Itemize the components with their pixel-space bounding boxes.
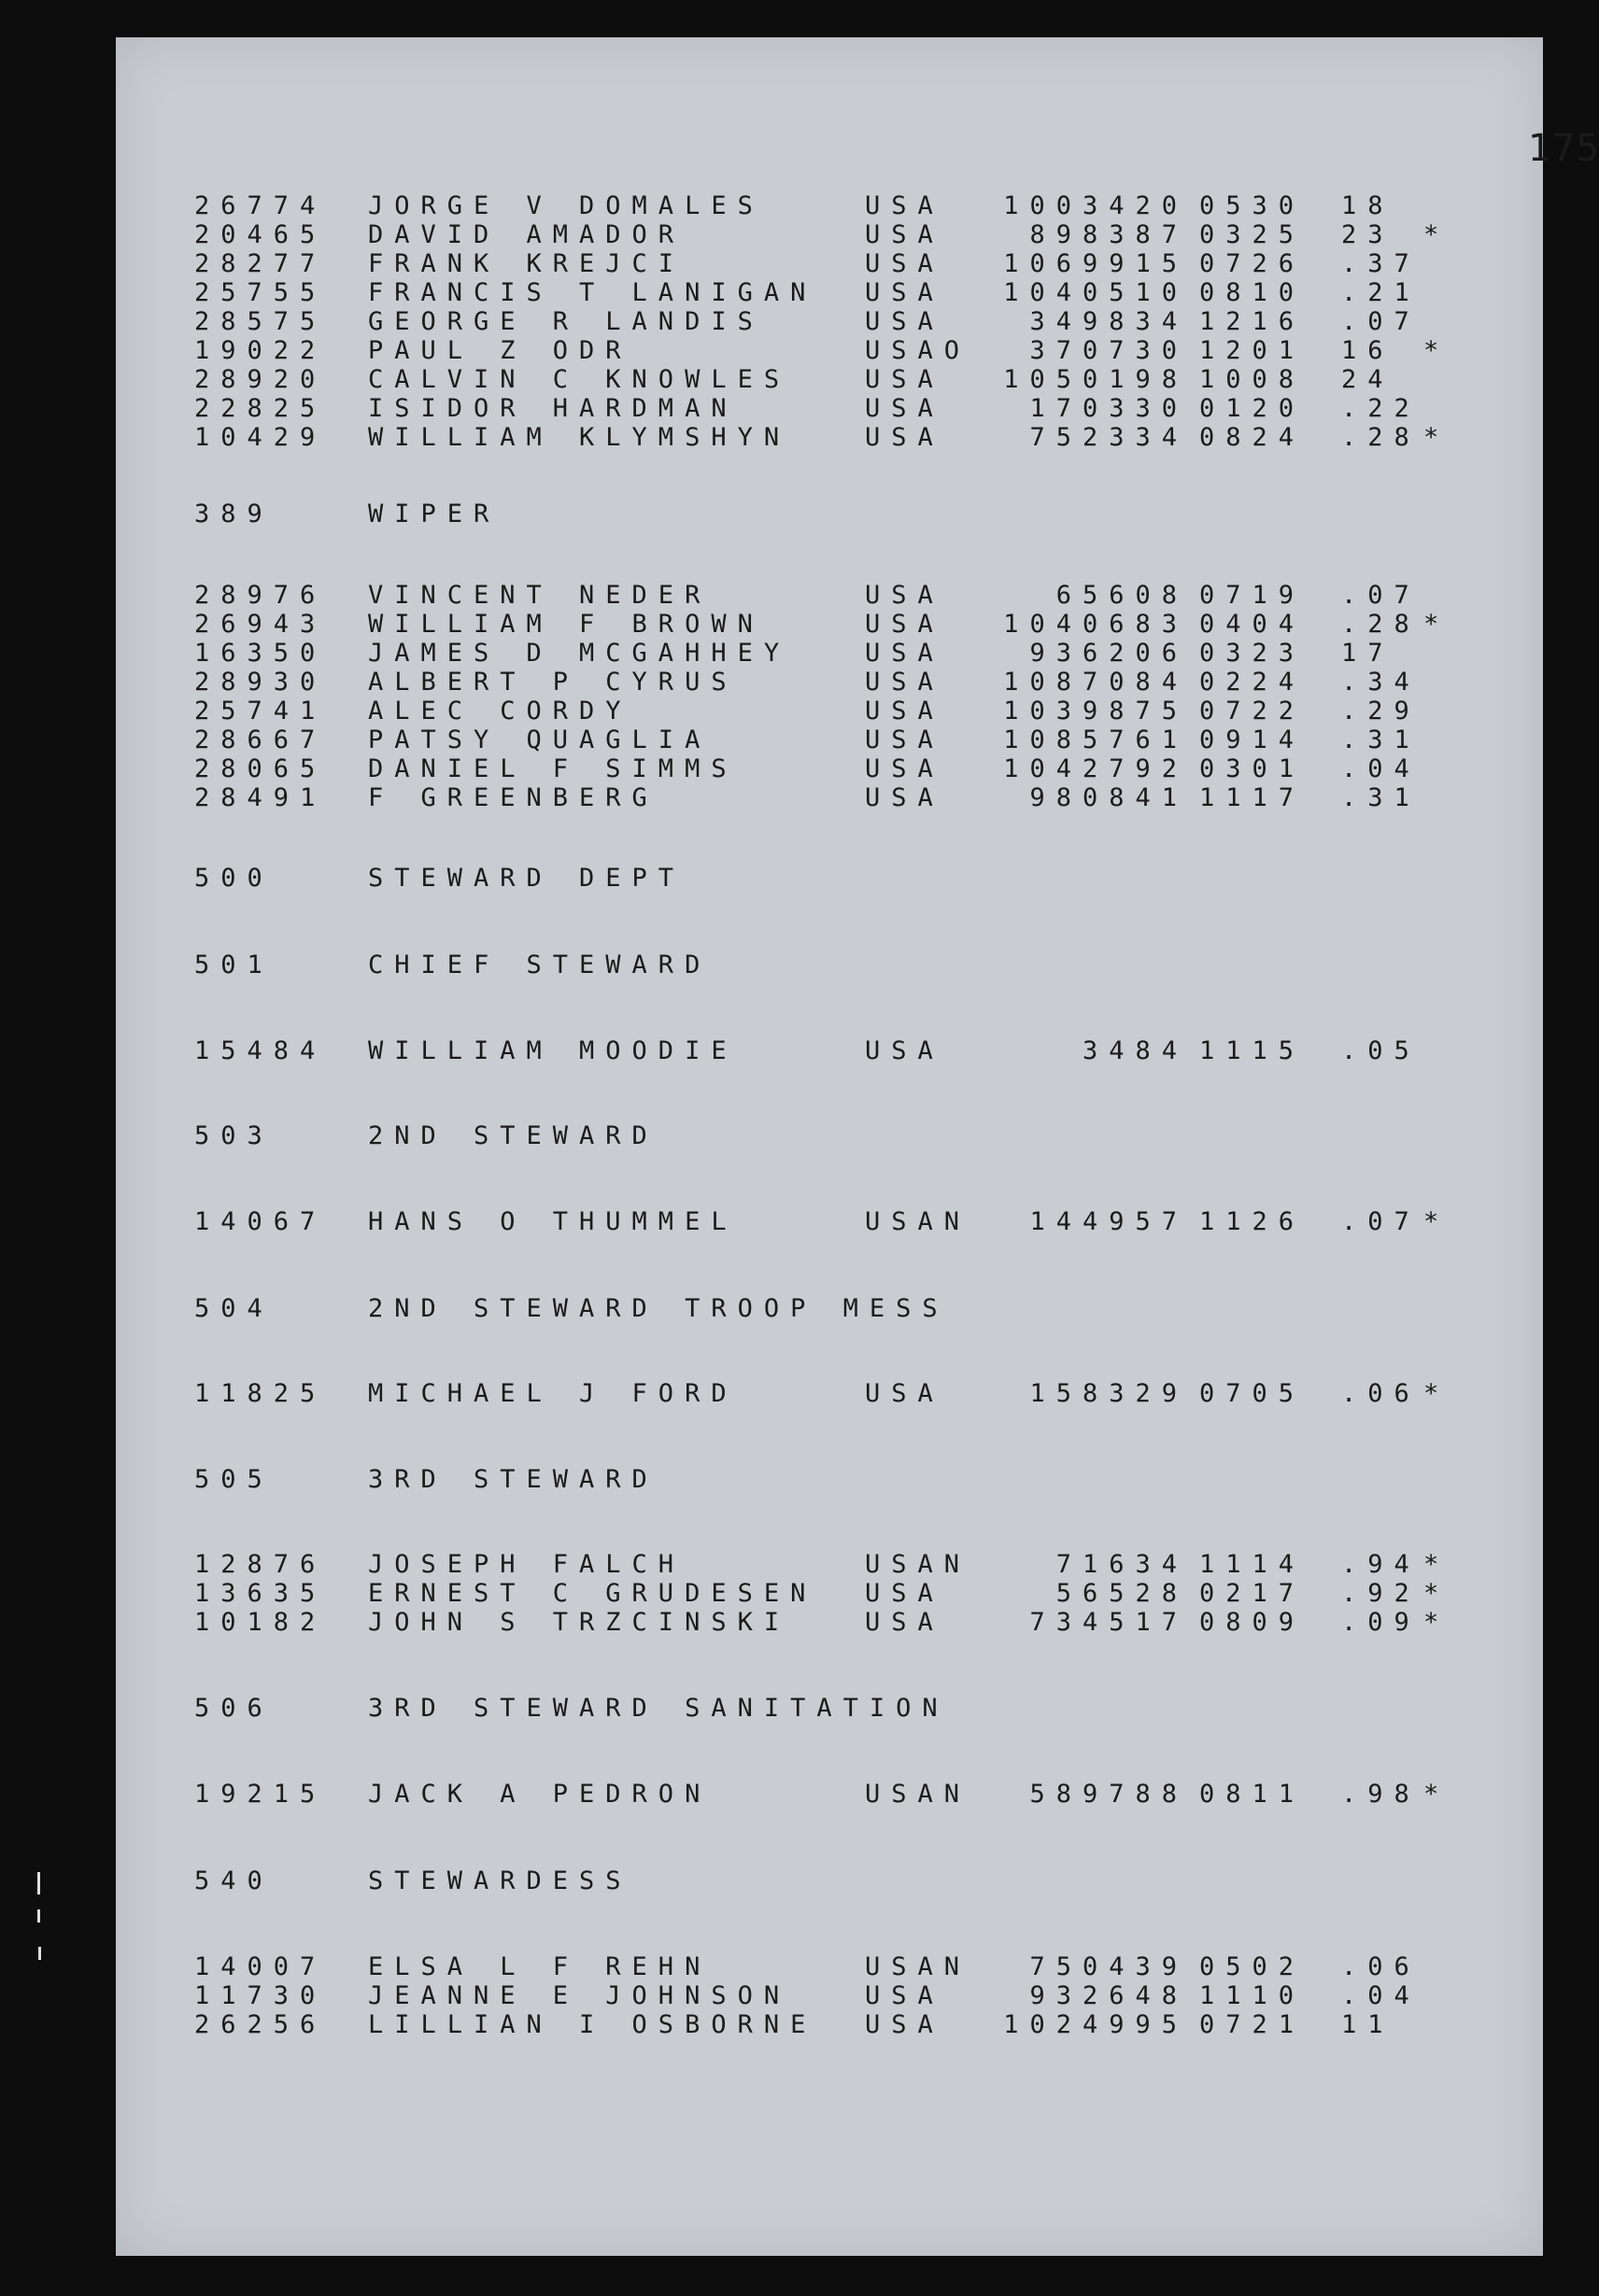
section-heading (116, 1867, 1543, 1897)
certificate-number: 1085761 (1003, 725, 1188, 754)
date-code: 1201 (1199, 336, 1306, 365)
crew-entry-row (116, 1380, 1543, 1410)
rate-code: .07 (1341, 581, 1421, 610)
section-heading (116, 500, 1543, 530)
book-number: 25755 (194, 278, 327, 307)
crew-entry-row (116, 1781, 1543, 1810)
nationality: USA (865, 220, 944, 249)
nationality: USAO (865, 336, 971, 365)
crew-entry-row (116, 192, 1543, 222)
crew-name: VINCENT NEDER (368, 581, 712, 610)
rate-code: .92 (1341, 1579, 1421, 1608)
asterisk-mark: * (1423, 336, 1450, 365)
book-number: 20465 (194, 220, 327, 249)
rate-code: .28 (1341, 610, 1421, 639)
scan-margin-mark (37, 1909, 40, 1923)
nationality: USA (865, 2010, 944, 2039)
rate-code: .31 (1341, 783, 1421, 812)
certificate-number: 1040510 (1003, 278, 1188, 307)
book-number: 14007 (194, 1952, 327, 1981)
certificate-number: 752334 (1029, 423, 1188, 452)
crew-entry-row (116, 366, 1543, 396)
rate-code: .28 (1341, 423, 1421, 452)
book-number: 19215 (194, 1780, 327, 1809)
date-code: 0705 (1199, 1379, 1306, 1408)
crew-entry-row (116, 250, 1543, 280)
date-code: 0323 (1199, 639, 1306, 668)
rate-code: 24 (1341, 365, 1394, 394)
rate-code: 16 (1341, 336, 1394, 365)
book-number: 14067 (194, 1207, 327, 1236)
date-code: 0719 (1199, 581, 1306, 610)
date-code: 0301 (1199, 754, 1306, 783)
rate-code: 11 (1341, 2010, 1394, 2039)
certificate-number: 589788 (1029, 1780, 1188, 1809)
crew-entry-row (116, 1580, 1543, 1610)
rate-code: .06 (1341, 1379, 1421, 1408)
asterisk-mark: * (1423, 1608, 1450, 1637)
nationality: USAN (865, 1207, 971, 1236)
nationality: USA (865, 1379, 944, 1408)
crew-entry-row (116, 669, 1543, 698)
section-title: CHIEF STEWARD (368, 951, 712, 979)
crew-name: DANIEL F SIMMS (368, 754, 738, 783)
certificate-number: 3484 (1082, 1036, 1188, 1065)
date-code: 1126 (1199, 1207, 1306, 1236)
section-title: 2ND STEWARD TROOP MESS (368, 1294, 949, 1323)
section-code: 501 (194, 951, 274, 979)
crew-name: PATSY QUAGLIA (368, 725, 712, 754)
certificate-number: 158329 (1029, 1379, 1188, 1408)
rate-code: 23 (1341, 220, 1394, 249)
book-number: 28575 (194, 307, 327, 336)
nationality: USA (865, 581, 944, 610)
crew-entry-row (116, 1037, 1543, 1067)
crew-name: FRANCIS T LANIGAN (368, 278, 817, 307)
rate-code: .04 (1341, 1981, 1421, 2010)
date-code: 1117 (1199, 783, 1306, 812)
crew-name: HANS O THUMMEL (368, 1207, 738, 1236)
certificate-number: 1003420 (1003, 191, 1188, 220)
nationality: USA (865, 610, 944, 639)
date-code: 0809 (1199, 1608, 1306, 1637)
certificate-number: 1087084 (1003, 668, 1188, 697)
certificate-number: 898387 (1029, 220, 1188, 249)
date-code: 0824 (1199, 423, 1306, 452)
date-code: 1110 (1199, 1981, 1306, 2010)
date-code: 0404 (1199, 610, 1306, 639)
nationality: USA (865, 1981, 944, 2010)
crew-name: GEORGE R LANDIS (368, 307, 764, 336)
date-code: 1008 (1199, 365, 1306, 394)
nationality: USA (865, 249, 944, 278)
book-number: 28920 (194, 365, 327, 394)
date-code: 0217 (1199, 1579, 1306, 1608)
book-number: 28065 (194, 754, 327, 783)
date-code: 1216 (1199, 307, 1306, 336)
nationality: USA (865, 278, 944, 307)
section-heading (116, 865, 1543, 894)
asterisk-mark: * (1423, 1780, 1450, 1809)
book-number: 28277 (194, 249, 327, 278)
crew-entry-row (116, 308, 1543, 338)
nationality: USAN (865, 1550, 971, 1579)
book-number: 19022 (194, 336, 327, 365)
crew-entry-row (116, 424, 1543, 454)
book-number: 13635 (194, 1579, 327, 1608)
crew-name: JACK A PEDRON (368, 1780, 712, 1809)
certificate-number: 71634 (1055, 1550, 1188, 1579)
crew-entry-row (116, 1208, 1543, 1238)
nationality: USA (865, 697, 944, 725)
asterisk-mark: * (1423, 1207, 1450, 1236)
nationality: USA (865, 639, 944, 668)
rate-code: .07 (1341, 307, 1421, 336)
crew-entry-row (116, 395, 1543, 425)
book-number: 11730 (194, 1981, 327, 2010)
rate-code: .09 (1341, 1608, 1421, 1637)
crew-entry-row (116, 784, 1543, 814)
crew-entry-row (116, 640, 1543, 669)
date-code: 0325 (1199, 220, 1306, 249)
nationality: USA (865, 191, 944, 220)
certificate-number: 144957 (1029, 1207, 1188, 1236)
section-title: 3RD STEWARD SANITATION (368, 1694, 949, 1723)
certificate-number: 1024995 (1003, 2010, 1188, 2039)
crew-name: ALBERT P CYRUS (368, 668, 738, 697)
asterisk-mark: * (1423, 423, 1450, 452)
date-code: 0722 (1199, 697, 1306, 725)
certificate-number: 750439 (1029, 1952, 1188, 1981)
nationality: USA (865, 1579, 944, 1608)
section-code: 504 (194, 1294, 274, 1323)
section-code: 500 (194, 864, 274, 893)
crew-entry-row (116, 279, 1543, 309)
asterisk-mark: * (1423, 1379, 1450, 1408)
section-title: 3RD STEWARD (368, 1465, 658, 1494)
date-code: 0502 (1199, 1952, 1306, 1981)
date-code: 0224 (1199, 668, 1306, 697)
asterisk-mark: * (1423, 1579, 1450, 1608)
certificate-number: 734517 (1029, 1608, 1188, 1637)
nationality: USA (865, 307, 944, 336)
book-number: 10429 (194, 423, 327, 452)
book-number: 25741 (194, 697, 327, 725)
section-code: 505 (194, 1465, 274, 1494)
crew-name: WILLIAM KLYMSHYN (368, 423, 791, 452)
rate-code: 17 (1341, 639, 1394, 668)
crew-entry-row (116, 2011, 1543, 2041)
nationality: USA (865, 394, 944, 423)
rate-code: .94 (1341, 1550, 1421, 1579)
book-number: 26774 (194, 191, 327, 220)
crew-name: FRANK KREJCI (368, 249, 686, 278)
book-number: 12876 (194, 1550, 327, 1579)
date-code: 0726 (1199, 249, 1306, 278)
nationality: USA (865, 1608, 944, 1637)
section-title: STEWARDESS (368, 1866, 632, 1895)
certificate-number: 1042792 (1003, 754, 1188, 783)
section-title: STEWARD DEPT (368, 864, 686, 893)
crew-name: ERNEST C GRUDESEN (368, 1579, 817, 1608)
certificate-number: 932648 (1029, 1981, 1188, 2010)
scan-margin-mark (37, 1872, 40, 1895)
book-number: 26256 (194, 2010, 327, 2039)
crew-entry-row (116, 1982, 1543, 2012)
nationality: USA (865, 783, 944, 812)
nationality: USA (865, 725, 944, 754)
crew-name: ALEC CORDY (368, 697, 632, 725)
certificate-number: 65608 (1055, 581, 1188, 610)
crew-name: LILLIAN I OSBORNE (368, 2010, 817, 2039)
crew-name: ISIDOR HARDMAN (368, 394, 738, 423)
crew-name: MICHAEL J FORD (368, 1379, 738, 1408)
book-number: 26943 (194, 610, 327, 639)
rate-code: 18 (1341, 191, 1394, 220)
section-heading (116, 1295, 1543, 1325)
nationality: USAN (865, 1952, 971, 1981)
crew-entry-row (116, 726, 1543, 756)
section-heading (116, 1695, 1543, 1725)
certificate-number: 1069915 (1003, 249, 1188, 278)
date-code: 0120 (1199, 394, 1306, 423)
book-number: 28667 (194, 725, 327, 754)
certificate-number: 370730 (1029, 336, 1188, 365)
rate-code: .06 (1341, 1952, 1421, 1981)
rate-code: .05 (1341, 1036, 1421, 1065)
nationality: USAN (865, 1780, 971, 1809)
crew-entry-row (116, 1551, 1543, 1581)
nationality: USA (865, 365, 944, 394)
book-number: 28976 (194, 581, 327, 610)
scan-margin-mark (38, 1947, 41, 1960)
date-code: 0914 (1199, 725, 1306, 754)
book-number: 11825 (194, 1379, 327, 1408)
section-title: 2ND STEWARD (368, 1121, 658, 1150)
book-number: 10182 (194, 1608, 327, 1637)
book-number: 16350 (194, 639, 327, 668)
asterisk-mark: * (1423, 1550, 1450, 1579)
certificate-number: 1040683 (1003, 610, 1188, 639)
rate-code: .21 (1341, 278, 1421, 307)
date-code: 0530 (1199, 191, 1306, 220)
book-number: 22825 (194, 394, 327, 423)
rate-code: .31 (1341, 725, 1421, 754)
certificate-number: 1050198 (1003, 365, 1188, 394)
certificate-number: 170330 (1029, 394, 1188, 423)
crew-name: JEANNE E JOHNSON (368, 1981, 791, 2010)
crew-name: WILLIAM F BROWN (368, 610, 764, 639)
certificate-number: 980841 (1029, 783, 1188, 812)
certificate-number: 56528 (1055, 1579, 1188, 1608)
section-heading (116, 1466, 1543, 1496)
crew-entry-row (116, 697, 1543, 727)
certificate-number: 349834 (1029, 307, 1188, 336)
crew-entry-row (116, 611, 1543, 641)
crew-entry-row (116, 582, 1543, 612)
date-code: 1115 (1199, 1036, 1306, 1065)
book-number: 28491 (194, 783, 327, 812)
crew-name: JOSEPH FALCH (368, 1550, 686, 1579)
crew-name: JAMES D MCGAHHEY (368, 639, 791, 668)
crew-name: JORGE V DOMALES (368, 191, 764, 220)
crew-entry-row (116, 221, 1543, 251)
book-number: 15484 (194, 1036, 327, 1065)
crew-entry-row (116, 1609, 1543, 1639)
asterisk-mark: * (1423, 220, 1450, 249)
crew-entry-row (116, 755, 1543, 785)
crew-name: CALVIN C KNOWLES (368, 365, 791, 394)
nationality: USA (865, 668, 944, 697)
asterisk-mark: * (1423, 610, 1450, 639)
crew-entry-row (116, 337, 1543, 367)
book-number: 28930 (194, 668, 327, 697)
nationality: USA (865, 423, 944, 452)
certificate-number: 1039875 (1003, 697, 1188, 725)
section-title: WIPER (368, 500, 501, 528)
section-code: 389 (194, 500, 274, 528)
crew-name: JOHN S TRZCINSKI (368, 1608, 791, 1637)
crew-name: ELSA L F REHN (368, 1952, 712, 1981)
rate-code: .34 (1341, 668, 1421, 697)
date-code: 0811 (1199, 1780, 1306, 1809)
crew-name: PAUL Z ODR (368, 336, 632, 365)
document-page (116, 37, 1599, 2256)
crew-name: DAVID AMADOR (368, 220, 686, 249)
crew-name: F GREENBERG (368, 783, 658, 812)
rate-code: .29 (1341, 697, 1421, 725)
page-number: 175 (1528, 127, 1599, 170)
rate-code: .04 (1341, 754, 1421, 783)
section-heading (116, 1122, 1543, 1152)
date-code: 1114 (1199, 1550, 1306, 1579)
section-code: 540 (194, 1866, 274, 1895)
rate-code: .22 (1341, 394, 1421, 423)
date-code: 0810 (1199, 278, 1306, 307)
rate-code: .07 (1341, 1207, 1421, 1236)
section-heading (116, 951, 1543, 981)
crew-name: WILLIAM MOODIE (368, 1036, 738, 1065)
rate-code: .37 (1341, 249, 1421, 278)
certificate-number: 936206 (1029, 639, 1188, 668)
crew-entry-row (116, 1953, 1543, 1983)
section-code: 506 (194, 1694, 274, 1723)
date-code: 0721 (1199, 2010, 1306, 2039)
section-code: 503 (194, 1121, 274, 1150)
nationality: USA (865, 1036, 944, 1065)
nationality: USA (865, 754, 944, 783)
rate-code: .98 (1341, 1780, 1421, 1809)
